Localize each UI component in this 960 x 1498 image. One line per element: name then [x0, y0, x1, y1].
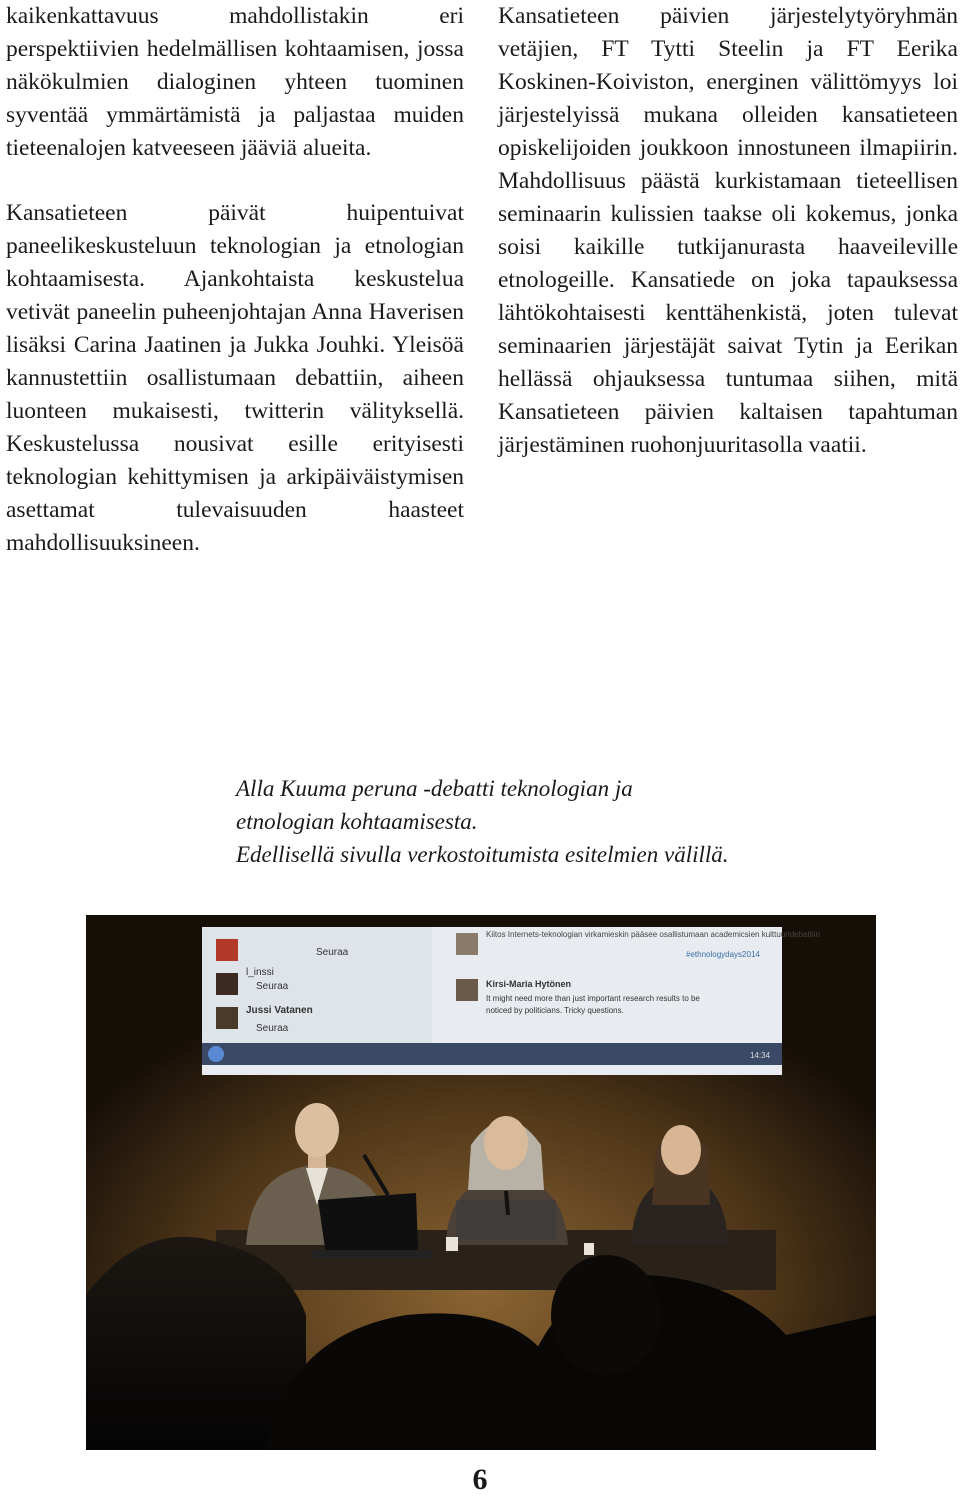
cup [584, 1243, 594, 1255]
laptop [312, 1193, 432, 1258]
caption-line-3: Edellisellä sivulla verkostoitumista esitelmien välillä. [236, 842, 729, 867]
caption-line-2: etnologian kohtaamisesta. [236, 809, 478, 834]
screen-hashtag: #ethnologydays2014 [686, 950, 760, 959]
screen-follow-3: Seuraa [256, 1023, 289, 1034]
screen-taskbar [202, 1043, 782, 1065]
screen-follow-1: Seuraa [316, 947, 349, 958]
start-icon [208, 1046, 224, 1062]
page-number: 6 [472, 1463, 488, 1496]
right-column [498, 0, 958, 494]
screen-user-handle: l_inssi [246, 967, 274, 978]
projected-screen [202, 927, 820, 1075]
screen-tweet-text-2: noticed by politicians. Tricky questions. [486, 1006, 624, 1015]
screen-user-name: Jussi Vatanen [246, 1005, 313, 1016]
screen-tweet-author: Kirsi-Maria Hytönen [486, 979, 572, 989]
screen-tweet-text-1: It might need more than just important research results to be [486, 994, 700, 1003]
microphone-middle [506, 1191, 508, 1215]
cup [446, 1237, 458, 1251]
caption-line-1: Alla Kuuma peruna -debatti teknologian ja [236, 776, 633, 801]
screen-clock: 14:34 [750, 1051, 771, 1060]
panel-discussion-photo [86, 915, 876, 1450]
photo-caption [236, 772, 876, 871]
right-paragraph-1: Kansatieteen päivien järjestelytyöryhmän vetäjien, FT Tytti Steelin ja FT Eerika Koskinen-Koiviston, energinen välittömyys loi järjestelyissä mukana olleiden kansatieteen opiskelijoiden joukkoon innostuneen ilmapiirin. Mahdollisuus päästä kurkistamaan tieteellisen seminaarin kulissien taakse oli kokemus, jonka soisi kaikille tutkijanurasta haaveileville etnologeille. Kansatiede on joka tapauksessa lähtökohtaisesti kenttähenkistä, joten tulevat seminaarien järjestäjät saivat Tytin ja Eerikan hellässä ohjauksessa tuntumaa siihen, mitä Kansatieteen päivien kaltaisen tapahtuman järjestäminen ruohonjuuritasolla vaatii. [498, 3, 958, 458]
left-paragraph-2: Kansatieteen päivät huipentuivat paneelikeskusteluun teknologian ja etnologian kohtaamisesta. Ajankohtaista keskustelua vetivät paneelin puheenjohtajan Anna Haverisen lisäksi Carina Jaatinen ja Jukka Jouhki. Yleisöä kannustettiin osallistumaan debattiin, aiheen luonteen mukaisesti, twitterin välityksellä. Keskustelussa nousivat esille erityisesti teknologian kehittymisen ja arkipäiväistymisen asettamat tulevaisuuden haasteet mahdollisuuksineen. [6, 200, 464, 556]
left-paragraph-1: kaikenkattavuus mahdollistakin eri perspektiivien hedelmällisen kohtaamisen, jossa näkökulmien dialoginen yhteen tuominen syventää ymmärtämistä ja paljastaa muiden tieteenalojen katveeseen jääviä alueita. [6, 3, 464, 161]
screen-follow-2: Seuraa [256, 981, 289, 992]
left-column [6, 0, 464, 592]
screen-tweet-header: Kiitos Internets-teknologian virkamieskin pääsee osallistumaan academicsien kulttuuridebattiin [486, 930, 820, 939]
